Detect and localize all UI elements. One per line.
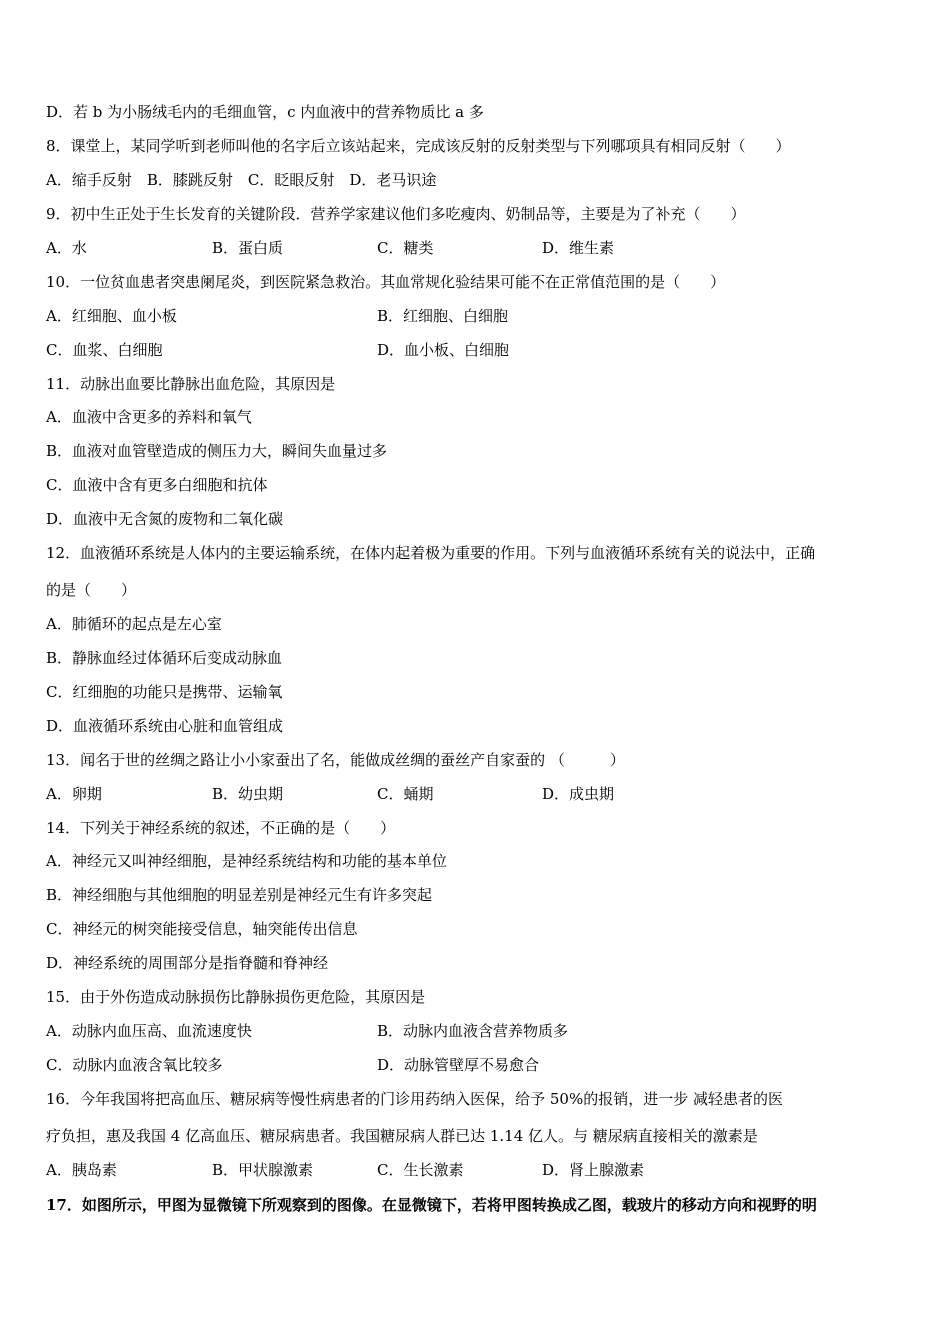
q15-stem: 15．由于外伤造成动脉损伤比静脉损伤更危险，其原因是: [46, 988, 426, 1006]
q10-option-b: B．红细胞、白细胞: [377, 307, 509, 325]
q16-option-a: A．胰岛素: [46, 1161, 117, 1179]
q16-stem-line2: 疗负担，惠及我国 4 亿高血压、糖尿病患者。我国糖尿病人群已达 1.14 亿人。与 糖尿病直接相关的激素是: [46, 1127, 758, 1145]
q11-option-d: D．血液中无含氮的废物和二氧化碳: [46, 510, 284, 528]
q17-stem: 17．如图所示，甲图为显微镜下所观察到的图像。在显微镜下，若将甲图转换成乙图，载玻片的移动方向和视野的明: [46, 1196, 817, 1214]
q9-stem: 9．初中生正处于生长发育的关键阶段．营养学家建议他们多吃瘦肉、奶制品等，主要是为了补充（ ）: [46, 205, 746, 223]
q14-option-a: A．神经元又叫神经细胞，是神经系统结构和功能的基本单位: [46, 852, 447, 870]
q7-option-d: D．若 b 为小肠绒毛内的毛细血管，c 内血液中的营养物质比 a 多: [46, 103, 484, 121]
q10-option-d: D．血小板、白细胞: [377, 341, 510, 359]
q10-stem: 10．一位贫血患者突患阑尾炎，到医院紧急救治。其血常规化验结果可能不在正常值范围的是（ ）: [46, 273, 726, 291]
q13-option-c: C．蛹期: [377, 785, 434, 803]
q14-option-b: B．神经细胞与其他细胞的明显差别是神经元生有许多突起: [46, 886, 433, 904]
q12-option-d: D．血液循环系统由心脏和血管组成: [46, 717, 284, 735]
q11-option-b: B．血液对血管壁造成的侧压力大，瞬间失血量过多: [46, 442, 388, 460]
q16-option-c: C．生长激素: [377, 1161, 464, 1179]
q14-stem: 14．下列关于神经系统的叙述，不正确的是（ ）: [46, 819, 396, 837]
q16-option-d: D．肾上腺激素: [542, 1161, 645, 1179]
q12-option-b: B．静脉血经过体循环后变成动脉血: [46, 649, 283, 667]
q13-option-b: B．幼虫期: [212, 785, 284, 803]
q12-stem-line2: 的是（ ）: [46, 581, 137, 599]
q13-option-d: D．成虫期: [542, 785, 615, 803]
q15-option-a: A．动脉内血压高、血流速度快: [46, 1022, 252, 1040]
q15-option-b: B．动脉内血液含营养物质多: [377, 1022, 569, 1040]
q12-option-a: A．肺循环的起点是左心室: [46, 615, 222, 633]
q15-option-c: C．动脉内血液含氧比较多: [46, 1056, 223, 1074]
q8-options: A．缩手反射 B．膝跳反射 C．眨眼反射 D．老马识途: [46, 171, 437, 189]
q9-option-a: A．水: [46, 239, 87, 257]
q13-stem: 13．闻名于世的丝绸之路让小小家蚕出了名，能做成丝绸的蚕丝产自家蚕的 （ ）: [46, 751, 625, 769]
q11-stem: 11．动脉出血要比静脉出血危险，其原因是: [46, 375, 336, 393]
q8-stem: 8．课堂上，某同学听到老师叫他的名字后立该站起来，完成该反射的反射类型与下列哪项具有相同反射（ ）: [46, 137, 791, 155]
q15-option-d: D．动脉管壁厚不易愈合: [377, 1056, 540, 1074]
q14-option-c: C．神经元的树突能接受信息，轴突能传出信息: [46, 920, 358, 938]
q13-option-a: A．卵期: [46, 785, 102, 803]
q16-stem-line1: 16．今年我国将把高血压、糖尿病等慢性病患者的门诊用药纳入医保，给予 50%的报销，进一步 减轻患者的医: [46, 1090, 783, 1108]
q10-option-c: C．血浆、白细胞: [46, 341, 163, 359]
q12-option-c: C．红细胞的功能只是携带、运输氧: [46, 683, 283, 701]
q10-option-a: A．红细胞、血小板: [46, 307, 177, 325]
q9-option-b: B．蛋白质: [212, 239, 284, 257]
q11-option-a: A．血液中含更多的养料和氧气: [46, 408, 252, 426]
q14-option-d: D．神经系统的周围部分是指脊髓和脊神经: [46, 954, 329, 972]
q11-option-c: C．血液中含有更多白细胞和抗体: [46, 476, 268, 494]
q9-option-c: C．糖类: [377, 239, 434, 257]
q16-option-b: B．甲状腺激素: [212, 1161, 314, 1179]
q9-option-d: D．维生素: [542, 239, 615, 257]
q12-stem-line1: 12．血液循环系统是人体内的主要运输系统，在体内起着极为重要的作用。下列与血液循环系统有关的说法中，正确: [46, 544, 816, 562]
